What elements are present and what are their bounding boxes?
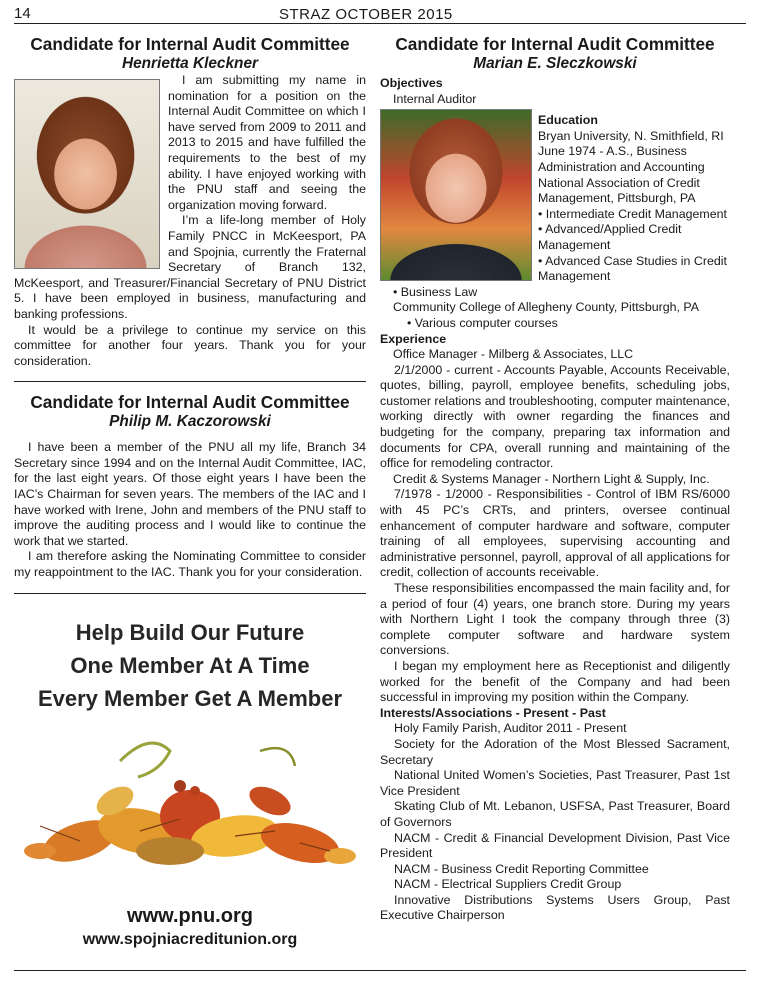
education-item: • Advanced Case Studies in Credit Management xyxy=(538,253,727,284)
education-item: Bryan University, N. Smithfield, RI xyxy=(538,128,724,143)
experience-label: Experience xyxy=(380,331,447,346)
pnu-url: www.pnu.org xyxy=(127,905,253,928)
education-item: June 1974 - A.S., Business Administration and Accounting xyxy=(538,144,705,174)
article-paragraph: I have been a member of the PNU all my life, Branch 34 Secretary since 1994 and on the Internal Audit Committee, IAC, for the last eight years. Of those eight years I have been the IAC’s Chairman for seven years. The members of the IAC and I have worked with Irene, John and members of the PNU staff to improve the auditing process and I would like to continue the work that we started. xyxy=(14,440,366,548)
article-paragraph: I’m a life-long member of Holy Family PNCC in McKeesport, PA and Spojnia, currently the Fraternal Secretary of Branch 132, McKeesport, and Treasurer/Financial Secretary of PNU District 5. I have been employed in business, manufacturing and banking professions. xyxy=(14,213,366,321)
bottom-rule xyxy=(14,970,746,971)
promo-line: Help Build Our Future xyxy=(75,619,305,645)
experience-item: 2/1/2000 - current - Accounts Payable, Accounts Receivable, quotes, billing, payroll, employee benefits, scheduling jobs, customer relations and troubleshooting, computer maintenance, working directly with owner regarding the finances and budgeting for the company, preparing tax information and documents for CPA, overall running and maintaining of the office for remodeling contractor. xyxy=(380,362,730,471)
experience-item: 7/1978 - 1/2000 - Responsibilities - Control of IBM RS/6000 with 45 PC’s CRTs, and printers, oversee continual enhancement of computer hardware and software, computer training of all employees, supervising accounting and administrative personnel, payroll, approval of all applications for credit, collection of accounts receivable. xyxy=(380,487,730,580)
right-column xyxy=(380,34,730,924)
education-item: • Various computer courses xyxy=(407,315,558,330)
article-paragraph: It would be a privilege to continue my service on this committee for another four years. Thank you for your consideration. xyxy=(14,322,366,368)
education-item: • Business Law xyxy=(393,284,478,299)
interest-item: Holy Family Parish, Auditor 2011 - Present xyxy=(394,721,627,736)
education-item: • Advanced/Applied Credit Management xyxy=(538,222,682,252)
autumn-leaves-illustration xyxy=(20,731,360,871)
section-divider xyxy=(14,381,366,382)
interest-item: NACM - Business Credit Reporting Committee xyxy=(394,861,649,876)
experience-item: Office Manager - Milberg & Associates, LLC xyxy=(393,347,634,362)
article-heading: Candidate for Internal Audit Committee xyxy=(395,34,715,54)
candidate-name: Henrietta Kleckner xyxy=(121,55,258,72)
interest-item: NACM - Credit & Financial Development Division, Past Vice President xyxy=(380,830,730,861)
experience-item: Credit & Systems Manager - Northern Light & Supply, Inc. xyxy=(393,471,710,486)
article-heading: Candidate for Internal Audit Committee xyxy=(30,392,350,413)
promo-line: One Member At A Time xyxy=(70,652,310,678)
interest-item: Society for the Adoration of the Most Blessed Sacrament, Secretary xyxy=(380,736,730,767)
education-item: • Intermediate Credit Management xyxy=(538,206,727,221)
article-paragraph: I am therefore asking the Nominating Committee to consider my reappointment to the IAC. Thank you for your consideration. xyxy=(14,549,366,580)
section-divider xyxy=(14,593,366,594)
education-item: National Association of Credit Management, Pittsburgh, PA xyxy=(538,175,700,206)
membership-promo xyxy=(14,616,366,952)
column-divider xyxy=(367,28,368,963)
interest-item: NACM - Electrical Suppliers Credit Group xyxy=(394,877,622,892)
education-item: Community College of Allegheny County, Pittsburgh, PA xyxy=(393,300,700,315)
promo-line: Every Member Get A Member xyxy=(37,685,343,711)
objective-text: Internal Auditor xyxy=(393,91,477,106)
article-heading: Candidate for Internal Audit Committee xyxy=(30,34,350,54)
running-head: STRAZ OCTOBER 2015 xyxy=(279,6,453,23)
interests-label: Interests/Associations - Present - Past xyxy=(380,705,606,720)
philip-article xyxy=(14,392,366,580)
marian-photo xyxy=(380,109,532,281)
experience-item: I began my employment here as Receptionist and diligently worked for the benefit of the Company and had been successful in improving my position within the Company. xyxy=(380,658,730,705)
interest-item: Skating Club of Mt. Lebanon, USFSA, Past Treasurer, Board of Governors xyxy=(380,799,730,829)
interest-item: Innovative Distributions Systems Users Group, Past Executive Chairperson xyxy=(380,892,730,923)
article-paragraph: I am submitting my name in nomination for a position on the Internal Audit Committee on which I have served from 2009 to 2011 and 2013 to 2015 and have fulfilled the requirements to the best of my ability. I have enjoyed working with the PNU staff and seeing the organization moving forward. xyxy=(168,73,366,212)
page-number: 14 xyxy=(14,5,31,22)
candidate-name: Marian E. Sleczkowski xyxy=(473,55,637,72)
henrietta-photo xyxy=(14,79,160,269)
interest-item: National United Women’s Societies, Past Treasurer, Past 1st Vice President xyxy=(380,768,730,798)
henrietta-article xyxy=(14,34,366,369)
credit-union-url: www.spojniacreditunion.org xyxy=(82,931,298,949)
page-header xyxy=(14,4,746,24)
candidate-name: Philip M. Kaczorowski xyxy=(109,413,271,431)
objectives-label: Objectives xyxy=(380,76,443,90)
education-label: Education xyxy=(538,113,598,128)
left-column xyxy=(14,34,366,951)
experience-item: These responsibilities encompassed the main facility and, for a period of four (4) years, one branch store. During my years with Northern Light I took the company through three (3) complete computer software and hardware system conversions. xyxy=(380,581,730,658)
